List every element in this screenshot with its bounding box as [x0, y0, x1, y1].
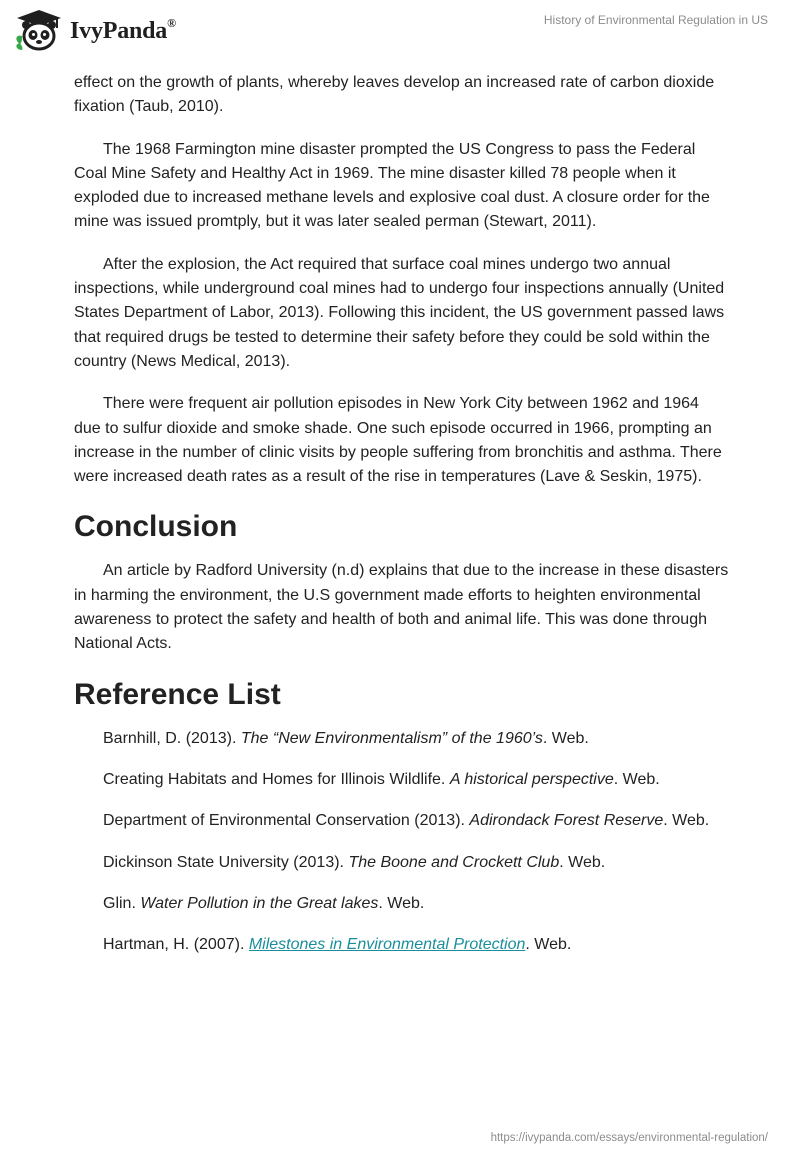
reference-title: The Boone and Crockett Club [348, 853, 560, 871]
panda-logo-icon [14, 8, 64, 54]
reference-item: Creating Habitats and Homes for Illinois Wildlife. A historical perspective. Web. [103, 770, 660, 788]
paragraph: The 1968 Farmington mine disaster prompted the US Congress to pass the Federal Coal Mine Safety and Healthy Act in 1969. The mine disaster killed 78 people when it exploded due to increased methane levels and explosive coal dust. A closure order for the mine was issued promtply, but it was later sealed perman (Stewart, 2011). [74, 140, 710, 231]
footer-url: https://ivypanda.com/essays/environmental-regulation/ [490, 1132, 768, 1144]
reference-item: Department of Environmental Conservation (2013). Adirondack Forest Reserve. Web. [103, 812, 710, 830]
reference-title: A historical perspective [449, 770, 614, 788]
reference-link[interactable]: Milestones in Environmental Protection [248, 936, 526, 954]
reference-title: Water Pollution in the Great lakes [140, 894, 379, 912]
reference-list-heading: Reference List [74, 677, 281, 711]
reference-title: Adirondack Forest Reserve [469, 812, 664, 830]
reference-item: Dickinson State University (2013). The Boone and Crockett Club. Web. [103, 853, 606, 871]
reference-item: Glin. Water Pollution in the Great lakes. Web. [103, 894, 425, 912]
ivypanda-logo[interactable] [14, 8, 176, 54]
essay-body [74, 71, 730, 974]
conclusion-heading: Conclusion [74, 510, 238, 544]
paragraph: There were frequent air pollution episodes in New York City between 1962 and 1964 due to sulfur dioxide and smoke shade. One such episode occurred in 1966, prompting an increase in the number of clinic visits by people suffering from bronchitis and asthma. There were increased death rates as a result of the rise in temperatures (Lave & Seskin, 1975). [74, 395, 722, 486]
page-header [0, 0, 800, 64]
paragraph: effect on the growth of plants, whereby leaves develop an increased rate of carbon dioxide fixation (Taub, 2010). [74, 74, 715, 116]
logo-wordmark: IvyPanda® [70, 15, 176, 44]
reference-item: Barnhill, D. (2013). The “New Environmentalism” of the 1960’s. Web. [103, 729, 589, 747]
reference-item: Hartman, H. (2007). Milestones in Environmental Protection. Web. [103, 936, 572, 954]
reference-title: The “New Environmentalism” of the 1960’s [240, 729, 543, 747]
document-title: History of Environmental Regulation in US [543, 13, 768, 27]
paragraph: After the explosion, the Act required that surface coal mines undergo two annual inspections, while underground coal mines had to undergo four inspections annually (United States Department of Labor, 2013). Following this incident, the US government passed laws that required drugs be tested to determine their safety before they could be sold within the country (News Medical, 2013). [74, 255, 725, 370]
conclusion-paragraph: An article by Radford University (n.d) explains that due to the increase in these disasters in harming the environment, the U.S government made efforts to heighten environmental awareness to protect the safety and health of both and animal life. This was done through National Acts. [74, 562, 729, 653]
